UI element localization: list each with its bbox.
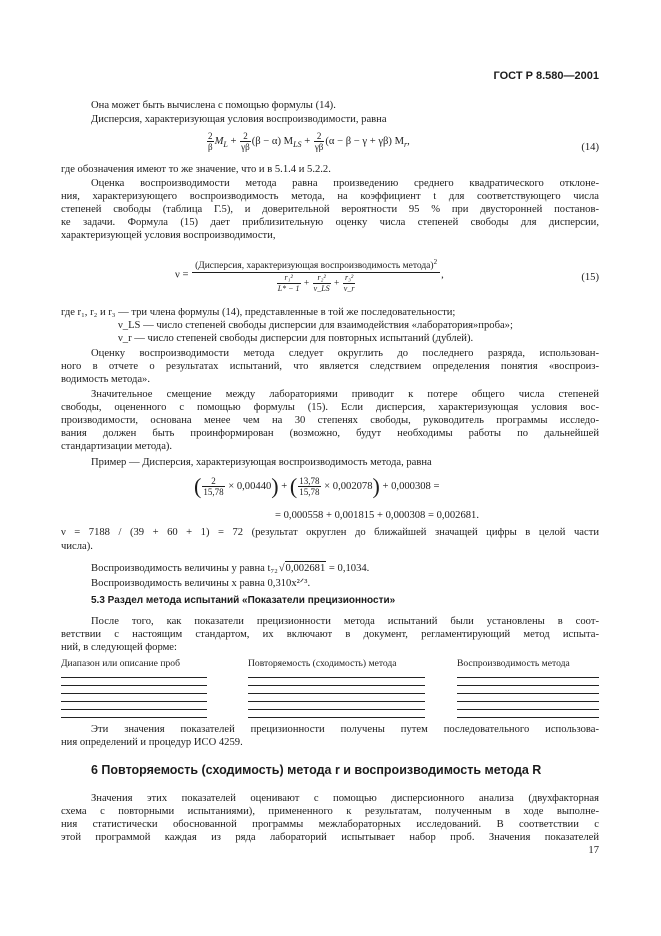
- formula-15-number: (15): [581, 272, 599, 283]
- blank-line: [457, 717, 599, 718]
- formula-14: $\frac{2}{\beta}$ $M_L$ + $\frac{2}{\gamma\beta}$ (β − α) $M_{LS}$ + $\frac{2}{\gamma\beta}$ (α − β − γ + γβ) $M_r$,: [208, 131, 410, 152]
- after-formula-14: где обозначения имеют то же значение, что и в 5.1.4 и 5.2.2.: [61, 164, 331, 175]
- where-line-2: ν_LS — число степеней свободы дисперсии для взаимодействия «лаборатория»проба»;: [118, 320, 513, 331]
- column-header-reproducibility: Воспроизводимость метода: [457, 658, 570, 669]
- blank-line: [457, 701, 599, 702]
- example-formula-line-2: = 0,000558 + 0,001815 + 0,000308 = 0,002681.: [275, 510, 479, 521]
- para3-line-2: свободы, оцененного с помощью формулы (15). Если дисперсия, характеризующая условия вос-: [61, 402, 599, 413]
- blank-line: [61, 693, 207, 694]
- repr-x-line: Воспроизводимость величины x равна 0,310x²ᐟ³.: [91, 578, 311, 589]
- para1-line-5: характеризующей условия воспроизводимости,: [61, 230, 276, 241]
- intro-line-1: Она может быть вычислена с помощью формулы (14).: [91, 100, 336, 111]
- where-line-3: ν_r — число степеней свободы дисперсии для повторных испытаний (дублей).: [118, 333, 474, 344]
- intro-line-2: Дисперсия, характеризующая условия воспроизводимости, равна: [91, 114, 387, 125]
- blank-line: [248, 701, 425, 702]
- section-5-3-title: 5.3 Раздел метода испытаний «Показатели прецизионности»: [91, 595, 396, 606]
- sec6-line-4: этой программой каждая из ряда лабораторий испытывает набор проб. Значения показателей: [61, 832, 599, 843]
- sec53-after-line-2: ния определений и процедур ИСО 4259.: [61, 737, 243, 748]
- para3-line-5: стандартизации метода).: [61, 441, 173, 452]
- blank-line: [457, 693, 599, 694]
- blank-line: [61, 717, 207, 718]
- nu-line-2: числа).: [61, 541, 93, 552]
- para3-line-1: Значительное смещение между лабораториями приводит к потере общего числа степеней: [91, 389, 599, 400]
- where-line-1: где r₁, r₂ и r₃ — три члена формулы (14), представленные в той же последовательности;: [61, 307, 456, 318]
- blank-line: [61, 701, 207, 702]
- para1-line-3: степеней свободы (таблица Г.5), и доверительной вероятности 95 % при двусторонней постанов-: [61, 204, 599, 215]
- example-formula-line-1: ( $\frac{2}{15,78}$ × 0,00440) + ( $\frac{13,78}{15,78}$ × 0,002078) + 0,000308 =: [194, 473, 440, 499]
- blank-line: [248, 685, 425, 686]
- blank-line: [248, 709, 425, 710]
- para2-line-1: Оценку воспроизводимости метода следует округлить до последнего разряда, использован-: [91, 348, 599, 359]
- blank-line: [248, 717, 425, 718]
- blank-line: [61, 709, 207, 710]
- para1-line-2: ния, характеризующего воспроизводимость метода, на коэффициент t для соответствующего числа: [61, 191, 599, 202]
- section-6-title: 6 Повторяемость (сходимость) метода r и воспроизводимость метода R: [91, 763, 542, 777]
- blank-line: [457, 709, 599, 710]
- sec53-line-2: ветствии с настоящим стандартом, их включают в документ, регламентирующий метод испыта-: [61, 629, 599, 640]
- blank-line: [61, 685, 207, 686]
- para2-line-3: водимость метода».: [61, 374, 150, 385]
- blank-line: [61, 677, 207, 678]
- standard-header: ГОСТ Р 8.580—2001: [493, 70, 599, 82]
- blank-line: [248, 677, 425, 678]
- para1-line-1: Оценка воспроизводимости метода равна произведению среднего квадратического отклоне-: [91, 178, 599, 189]
- para1-line-4: ке задачи. Формула (15) дает приблизительную оценку числа степеней свободы для дисперсии,: [61, 217, 599, 228]
- sec6-line-3: ния статистически обоснованной программы межлабораторных исследований. В соответствии с: [61, 819, 599, 830]
- column-header-repeatability: Повторяемость (сходимость) метода: [248, 658, 397, 669]
- blank-line: [248, 693, 425, 694]
- formula-14-number: (14): [581, 142, 599, 153]
- para3-line-4: вания должен быть проинформирован (возможно, будут необходимы работы по дальнейшей: [61, 428, 599, 439]
- sec6-line-1: Значения этих показателей оценивают с помощью дисперсионного анализа (двухфакторная: [91, 793, 599, 804]
- nu-line-1: ν = 7188 / (39 + 60 + 1) = 72 (результат округлен до ближайшей значащей цифры в целой части: [61, 527, 599, 538]
- sec53-line-1: После того, как показатели прецизионности метода испытаний были установлены в соот-: [91, 616, 599, 627]
- sec53-line-3: ний, в следующей форме:: [61, 642, 177, 653]
- formula-15: ν = (Дисперсия, характеризующая воспроизводимость метода)$^2$ $\frac{\text{r₁²}}{L* - 1}$ + $\frac{\text{r₂²}}{\nu\_LS}$ + $\frac{\text{r₃²}}{\nu\_r}$ ,: [175, 258, 444, 294]
- page-number: 17: [588, 845, 599, 856]
- para2-line-2: ного в отчете о результатах испытаний, что является следствием определения понятия «воспроиз-: [61, 361, 599, 372]
- repr-y-line: Воспроизводимость величины y равна t₇₂ √0,002681 = 0,1034.: [91, 563, 370, 574]
- column-header-range: Диапазон или описание проб: [61, 658, 180, 669]
- blank-line: [457, 685, 599, 686]
- para3-line-3: производимости, основана менее чем на 30 степенях свободы, руководитель программы исследо-: [61, 415, 599, 426]
- sec53-after-line-1: Эти значения показателей прецизионности получены путем последовательного использова-: [91, 724, 599, 735]
- example-intro: Пример — Дисперсия, характеризующая воспроизводимость метода, равна: [91, 457, 432, 468]
- sec6-line-2: схема с повторными испытаниями), примененного к результатам, полученным в ходе выполне-: [61, 806, 599, 817]
- blank-line: [457, 677, 599, 678]
